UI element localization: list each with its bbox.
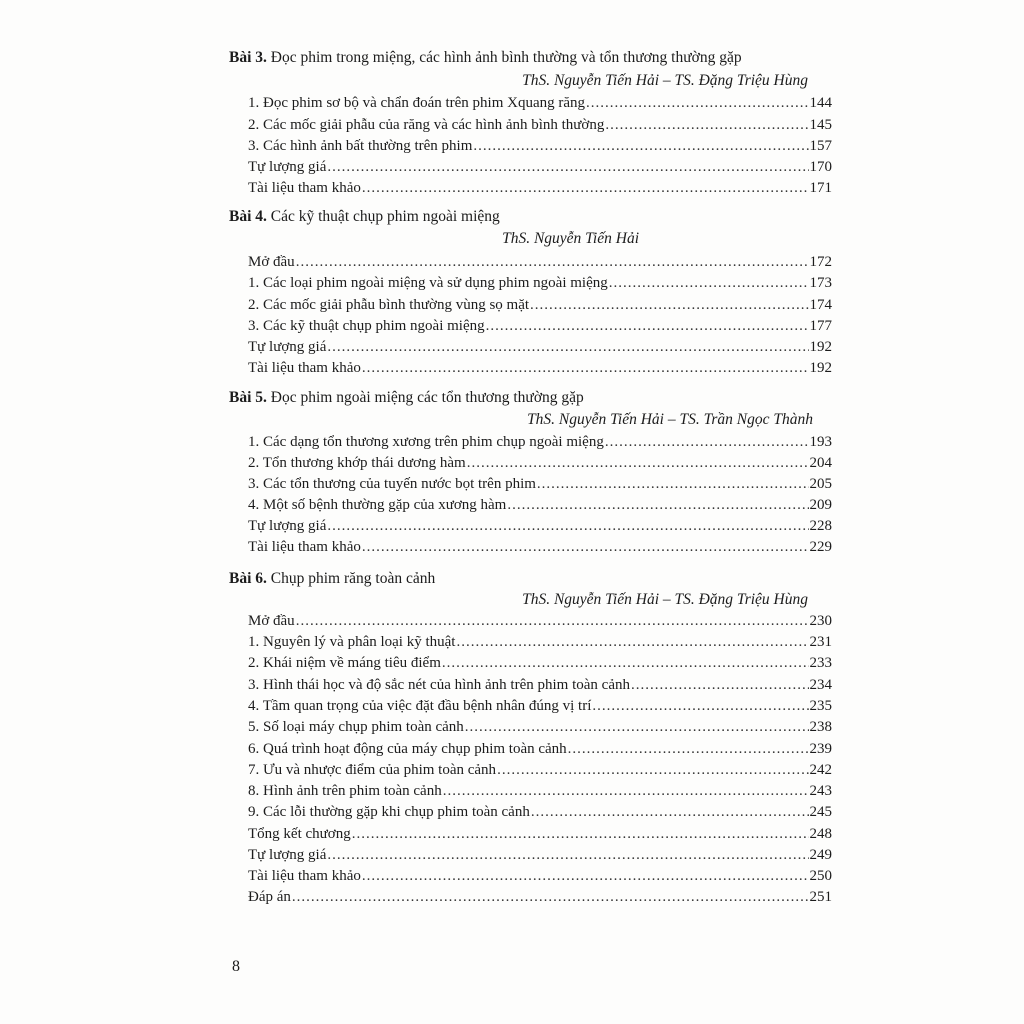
toc-entry-title: Đáp án — [248, 889, 291, 905]
section-title-bai-6[interactable] — [229, 569, 435, 589]
toc-entry-title: 3. Các tổn thương của tuyến nước bọt trên phim — [248, 476, 536, 492]
toc-entry-title: Mở đầu — [248, 613, 295, 629]
toc-entry-page: 205 — [809, 476, 832, 492]
toc-entry-page: 209 — [809, 497, 832, 513]
leader-dots — [327, 337, 808, 357]
section-authors: ThS. Nguyễn Tiến Hải – TS. Đặng Triệu Hùng — [522, 591, 808, 608]
leader-dots — [327, 845, 808, 865]
leader-dots — [362, 866, 809, 886]
leader-dots — [507, 495, 808, 515]
leader-dots — [327, 157, 808, 177]
toc-entry-page: 230 — [809, 613, 832, 629]
toc-entry[interactable] — [248, 273, 832, 293]
toc-entry-title: 1. Đọc phim sơ bộ và chẩn đoán trên phim Xquang răng — [248, 95, 586, 111]
leader-dots — [497, 760, 808, 780]
toc-entry[interactable] — [248, 252, 832, 272]
toc-entry[interactable] — [248, 474, 832, 494]
toc-entry[interactable] — [248, 887, 832, 907]
page-number: 8 — [232, 958, 240, 975]
section-heading: Các kỹ thuật chụp phim ngoài miệng — [270, 208, 500, 225]
toc-entry[interactable] — [248, 781, 832, 801]
toc-entry-page: 172 — [809, 254, 832, 270]
section-title-bai-5[interactable] — [229, 388, 584, 408]
toc-entry-page: 245 — [809, 804, 832, 820]
toc-entry-page: 171 — [809, 180, 832, 196]
leader-dots — [609, 273, 809, 293]
toc-entry-page: 174 — [809, 297, 832, 313]
toc-entry[interactable] — [248, 495, 832, 515]
section-heading: Chụp phim răng toàn cảnh — [270, 570, 436, 587]
toc-entry-title: 1. Các loại phim ngoài miệng và sử dụng phim ngoài miệng — [248, 275, 608, 291]
toc-entry[interactable] — [248, 157, 832, 177]
leader-dots — [531, 802, 809, 822]
toc-entry[interactable] — [248, 653, 832, 673]
section-heading: Đọc phim ngoài miệng các tổn thương thường gặp — [270, 389, 584, 406]
toc-entry[interactable] — [248, 115, 832, 135]
section-title-bai-3[interactable] — [229, 48, 742, 68]
toc-entry[interactable] — [248, 717, 832, 737]
toc-entry-title: Tài liệu tham khảo — [248, 868, 361, 884]
toc-entry[interactable] — [248, 675, 832, 695]
toc-entry[interactable] — [248, 824, 832, 844]
toc-entry-page: 242 — [809, 762, 832, 778]
toc-entry-page: 239 — [809, 741, 832, 757]
toc-entry[interactable] — [248, 295, 832, 315]
toc-entry[interactable] — [248, 802, 832, 822]
toc-entry-title: 9. Các lỗi thường gặp khi chụp phim toàn cảnh — [248, 804, 530, 820]
leader-dots — [296, 611, 809, 631]
toc-entry[interactable] — [248, 178, 832, 198]
section-label: Bài 6. — [229, 570, 267, 587]
leader-dots — [592, 696, 808, 716]
toc-entry-page: 249 — [809, 847, 832, 863]
toc-entry-page: 250 — [809, 868, 832, 884]
leader-dots — [473, 136, 808, 156]
toc-entry[interactable] — [248, 316, 832, 336]
toc-entry[interactable] — [248, 337, 832, 357]
toc-entry-page: 238 — [809, 719, 832, 735]
leader-dots — [296, 252, 809, 272]
section-label: Bài 5. — [229, 389, 267, 406]
toc-entry-page: 170 — [809, 159, 832, 175]
toc-entry[interactable] — [248, 696, 832, 716]
toc-entry-title: 6. Quá trình hoạt động của máy chụp phim toàn cảnh — [248, 741, 567, 757]
toc-entry[interactable] — [248, 432, 832, 452]
toc-entry-title: Tổng kết chương — [248, 826, 351, 842]
leader-dots — [537, 474, 809, 494]
toc-entry-title: 3. Các kỹ thuật chụp phim ngoài miệng — [248, 318, 485, 334]
toc-entry[interactable] — [248, 845, 832, 865]
leader-dots — [362, 537, 809, 557]
leader-dots — [568, 739, 809, 759]
leader-dots — [443, 781, 809, 801]
toc-entry-page: 235 — [809, 698, 832, 714]
toc-entry-title: 4. Tầm quan trọng của việc đặt đầu bệnh nhân đúng vị trí — [248, 698, 592, 714]
leader-dots — [586, 93, 808, 113]
toc-entry-page: 204 — [809, 455, 832, 471]
toc-entry-page: 157 — [809, 138, 832, 154]
section-authors: ThS. Nguyễn Tiến Hải — [502, 230, 639, 247]
toc-entry-title: 1. Các dạng tổn thương xương trên phim chụp ngoài miệng — [248, 434, 604, 450]
toc-entry-title: Tự lượng giá — [248, 518, 327, 534]
toc-entry-title: Tự lượng giá — [248, 159, 327, 175]
section-label: Bài 4. — [229, 208, 267, 225]
toc-entry-title: Mở đầu — [248, 254, 295, 270]
toc-entry-page: 248 — [809, 826, 832, 842]
toc-entry-title: 8. Hình ảnh trên phim toàn cảnh — [248, 783, 442, 799]
toc-entry-page: 145 — [809, 117, 832, 133]
toc-entry[interactable] — [248, 866, 832, 886]
toc-entry-title: 3. Các hình ảnh bất thường trên phim — [248, 138, 473, 154]
toc-entry-page: 193 — [809, 434, 832, 450]
leader-dots — [605, 432, 809, 452]
leader-dots — [442, 653, 809, 673]
leader-dots — [467, 453, 809, 473]
toc-entry-page: 177 — [809, 318, 832, 334]
toc-entry[interactable] — [248, 516, 832, 536]
leader-dots — [456, 632, 808, 652]
section-authors: ThS. Nguyễn Tiến Hải – TS. Đặng Triệu Hùng — [522, 72, 808, 89]
toc-entry-page: 228 — [809, 518, 832, 534]
toc-entry-page: 229 — [809, 539, 832, 555]
toc-entry-title: 2. Khái niệm về máng tiêu điểm — [248, 655, 441, 671]
section-heading: Đọc phim trong miệng, các hình ảnh bình thường và tổn thương thường gặp — [270, 49, 742, 66]
toc-entry-page: 173 — [809, 275, 832, 291]
toc-entry-page: 243 — [809, 783, 832, 799]
toc-entry-page: 234 — [809, 677, 832, 693]
toc-entry[interactable] — [248, 93, 832, 113]
toc-entry-title: Tự lượng giá — [248, 339, 327, 355]
leader-dots — [605, 115, 808, 135]
toc-entry-title: 3. Hình thái học và độ sắc nét của hình ảnh trên phim toàn cảnh — [248, 677, 630, 693]
toc-entry-page: 192 — [809, 360, 832, 376]
leader-dots — [465, 717, 809, 737]
toc-entry[interactable] — [248, 537, 832, 557]
toc-entry[interactable] — [248, 453, 832, 473]
toc-entry-title: Tài liệu tham khảo — [248, 360, 361, 376]
toc-entry-title: 7. Ưu và nhược điểm của phim toàn cảnh — [248, 762, 497, 778]
leader-dots — [292, 887, 809, 907]
toc-entry-page: 192 — [809, 339, 832, 355]
toc-entry-page: 233 — [809, 655, 832, 671]
leader-dots — [362, 178, 809, 198]
toc-entry-page: 231 — [809, 634, 832, 650]
toc-entry-page: 144 — [809, 95, 832, 111]
leader-dots — [327, 516, 808, 536]
section-label: Bài 3. — [229, 49, 267, 66]
leader-dots — [362, 358, 809, 378]
leader-dots — [352, 824, 809, 844]
toc-entry-title: Tự lượng giá — [248, 847, 327, 863]
section-title-bai-4[interactable] — [229, 207, 500, 227]
toc-entry[interactable] — [248, 760, 832, 780]
toc-entry[interactable] — [248, 739, 832, 759]
toc-entry-title: 2. Các mốc giải phẫu của răng và các hình ảnh bình thường — [248, 117, 605, 133]
toc-entry[interactable] — [248, 632, 832, 652]
toc-entry-title: 1. Nguyên lý và phân loại kỹ thuật — [248, 634, 456, 650]
toc-entry-title: 4. Một số bệnh thường gặp của xương hàm — [248, 497, 507, 513]
leader-dots — [486, 316, 809, 336]
toc-entry-title: 5. Số loại máy chụp phim toàn cảnh — [248, 719, 464, 735]
toc-entry-title: Tài liệu tham khảo — [248, 180, 361, 196]
toc-entry-title: Tài liệu tham khảo — [248, 539, 361, 555]
toc-entry[interactable] — [248, 358, 832, 378]
toc-entry-page: 251 — [809, 889, 832, 905]
toc-entry-title: 2. Các mốc giải phẫu bình thường vùng sọ mặt — [248, 297, 530, 313]
toc-entry[interactable] — [248, 611, 832, 631]
toc-entry-title: 2. Tổn thương khớp thái dương hàm — [248, 455, 466, 471]
leader-dots — [631, 675, 809, 695]
leader-dots — [530, 295, 808, 315]
section-authors: ThS. Nguyễn Tiến Hải – TS. Trần Ngọc Thành — [527, 411, 813, 428]
toc-entry[interactable] — [248, 136, 832, 156]
